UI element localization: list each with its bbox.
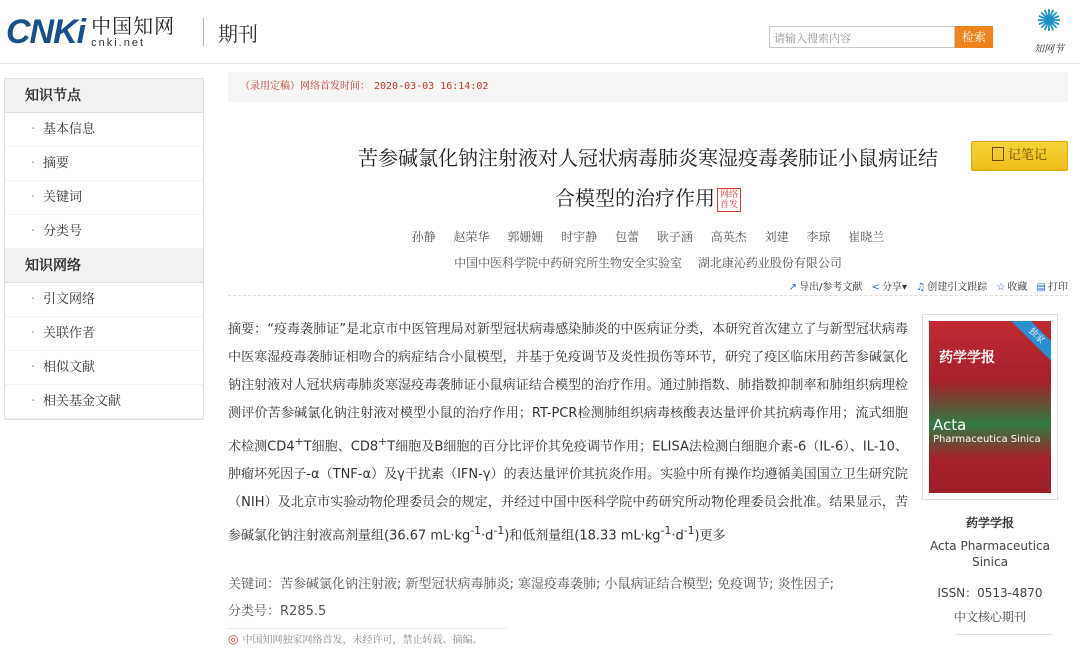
- sidebar-item-basic-info[interactable]: · 基本信息: [5, 113, 203, 147]
- org-link[interactable]: 中国中医科学院中药研究所生物安全实验室: [454, 256, 683, 270]
- abstract: 摘要：“疫毒袭肺证”是北京市中医管理局对新型冠状病毒感染肺炎的中医病证分类，本研究首次建立了与新型冠状病毒中医寒湿疫毒袭肺证相吻合的病症结合小鼠模型，并基于免疫调节及炎性损伤等环节，研究了疫区临床用药苦参碱氯化钠注射液对人冠状病毒肺炎寒湿疫毒袭肺证小鼠病证结合模型的治疗作用。通过肺指数、肺指数抑制率和肺组织病理检测评价苦参碱氯化钠注射液对模型小鼠的治疗作用；RT-PCR检测肺组织病毒核酸表达量评价其抗病毒作用；流式细胞术检测CD4+T细胞、CD8+T细胞及B细胞的百分比评价其免疫调节作用；ELISA法检测白细胞介素-6（IL-6）、IL-10、肿瘤坏死因子-α（TNF-α）及γ干扰素（IFN-γ）的表达量评价其抗炎作用。实验中所有操作均遵循美国国立卫生研究院（NIH）及北京市实验动物伦理委员会的规定，并经过中国中医科学院中药研究所动物伦理委员会批准。结果显示，苦参碱氯化钠注射液高剂量组(36.67 $mL\cdot kg^{-1}\cdot d^{-1}$)和低剂量组(18.33 $mL\cdot kg^{-1}\cdot d^{-1}$)更多: [228, 322, 909, 544]
- favorite-label: 收藏: [1007, 282, 1028, 293]
- print-button[interactable]: [1037, 282, 1068, 293]
- journal-core-label: 中文核心期刊: [953, 610, 1026, 624]
- export-icon: ↗: [788, 282, 798, 293]
- sidebar: [4, 78, 204, 420]
- author-list: [228, 228, 1068, 245]
- abstract-sup: +: [378, 435, 388, 448]
- abstract-label: 摘要：: [228, 322, 268, 337]
- bell-icon: ♫: [916, 282, 926, 293]
- chevron-down-icon: ▾: [902, 282, 908, 293]
- classification-number: [228, 599, 326, 625]
- zhiwangjie-icon: ✺: [1036, 4, 1062, 39]
- author-link[interactable]: 赵荣华: [453, 230, 490, 244]
- abstract-text: ·d: [671, 528, 684, 544]
- sidebar-item-citation-network[interactable]: · 引文网络: [5, 283, 203, 317]
- take-note-label: 记笔记: [1007, 148, 1047, 163]
- journal-divider: [956, 634, 1052, 635]
- author-link[interactable]: 时宇静: [561, 230, 598, 244]
- copyright-note: [228, 628, 508, 646]
- sidebar-item-abstract[interactable]: · 摘要: [5, 147, 203, 181]
- badge-line-2: 首发: [719, 199, 738, 210]
- export-label: 导出/参考文献: [799, 282, 863, 293]
- logo-domain: cnki.net: [91, 37, 146, 49]
- share-button[interactable]: [872, 282, 907, 293]
- star-icon: ☆: [996, 282, 1006, 293]
- citation-track-label: 创建引文跟踪: [927, 282, 988, 293]
- more-link[interactable]: 更多: [699, 528, 726, 544]
- article-title: [228, 138, 1068, 218]
- abstract-sup: -1: [470, 524, 482, 538]
- abstract-text: T细胞及B细胞的百分比评价其免疫调节作用；ELISA法检测白细胞介素-6（IL-6）、IL-10、肿瘤坏死因子-α（TNF-α）及γ干扰素（IFN-γ）的表达量评价其抗炎作用。实验中所有操作均遵循美国国立卫生研究院（NIH）及北京市实验动物伦理委员会的规定，并经过中国中医科学院中药研究所动物伦理委员会批准。结果显示，苦参碱氯化钠注射液高剂量组(36.67 mL·kg: [228, 439, 909, 544]
- cover-title-en: [933, 416, 1041, 446]
- title-line-1: 苦参碱氯化钠注射液对人冠状病毒肺炎寒湿疫毒袭肺证小鼠病证结: [358, 146, 938, 170]
- logo-cn-block: [91, 15, 175, 49]
- sidebar-group-knowledge-network: 知识网络: [5, 249, 203, 283]
- share-icon: <: [871, 282, 881, 293]
- organization-list: [228, 254, 1068, 271]
- header-divider: [203, 18, 204, 46]
- cover-en-line-1: Acta: [933, 416, 967, 434]
- class-label: 分类号：: [228, 604, 281, 619]
- class-value: R285.5: [280, 604, 327, 619]
- org-link[interactable]: 湖北康沁药业股份有限公司: [697, 256, 842, 270]
- zhiwangjie-logo[interactable]: [1026, 4, 1072, 60]
- copyright-text: 中国知网独家网络首发，未经许可，禁止转载、摘编。: [242, 635, 483, 646]
- author-link[interactable]: 耿子涵: [656, 230, 693, 244]
- abstract-text: “疫毒袭肺证”是北京市中医管理局对新型冠状病毒感染肺炎的中医病证分类，本研究首次建立了与新型冠状病毒中医寒湿疫毒袭肺证相吻合的病症结合小鼠模型，并基于免疫调节及炎性损伤等环节，研究了疫区临床用药苦参碱氯化钠注射液对人冠状病毒肺炎寒湿疫毒袭肺证小鼠病证结合模型的治疗作用。通过肺指数、肺指数抑制率和肺组织病理检测评价苦参碱氯化钠注射液对模型小鼠的治疗作用；RT-PCR检测肺组织病毒核酸表达量评价其抗病毒作用；流式细胞术检测CD4: [228, 322, 908, 455]
- author-link[interactable]: 崔晓兰: [848, 230, 885, 244]
- abstract-text: T细胞、CD8: [303, 439, 379, 455]
- abstract-sup: -1: [660, 524, 672, 538]
- notebook-icon: [992, 147, 1004, 161]
- notice-time: 2020-03-03 16:14:02: [374, 81, 489, 92]
- abstract-text: ·d: [481, 528, 494, 544]
- sidebar-item-classification[interactable]: · 分类号: [5, 215, 203, 249]
- print-label: 打印: [1048, 282, 1068, 293]
- author-link[interactable]: 高英杰: [710, 230, 747, 244]
- exclusive-ribbon: 独家: [1006, 321, 1051, 366]
- keywords-list[interactable]: 苦参碱氯化钠注射液; 新型冠状病毒肺炎; 寒湿疫毒袭肺; 小鼠病证结合模型; 免疫调节; 炎性因子;: [280, 577, 834, 592]
- warning-icon: ◎: [228, 632, 239, 646]
- logo-latin: CNKi: [6, 12, 86, 51]
- cover-image: [929, 321, 1051, 493]
- notice-label-text: （录用定稿）网络首发时间：: [240, 81, 370, 92]
- sidebar-item-related-authors[interactable]: · 关联作者: [5, 317, 203, 351]
- title-line-2: 合模型的治疗作用: [554, 186, 715, 210]
- cover-title-cn: 药学学报: [939, 350, 995, 366]
- author-link[interactable]: 李琼: [806, 230, 831, 244]
- article-toolbar: [228, 278, 1068, 296]
- online-first-notice: [228, 72, 1068, 102]
- abstract-sup: -1: [493, 524, 505, 538]
- keywords: [228, 572, 908, 598]
- search-input[interactable]: 请输入搜索内容: [769, 26, 955, 48]
- abstract-text: )和低剂量组(18.33 mL·kg: [504, 528, 661, 544]
- section-title[interactable]: 期刊: [218, 22, 258, 46]
- cnki-logo[interactable]: [6, 12, 175, 52]
- zhiwangjie-label: 知网节: [1034, 44, 1064, 55]
- favorite-button[interactable]: [996, 282, 1027, 293]
- author-link[interactable]: 包蕾: [615, 230, 640, 244]
- journal-cover[interactable]: [922, 314, 1058, 500]
- export-button[interactable]: [789, 282, 863, 293]
- header: [0, 0, 1080, 64]
- author-link[interactable]: 孙静: [411, 230, 436, 244]
- journal-name-en: Acta Pharmaceutica Sinica: [929, 539, 1050, 569]
- citation-track-button[interactable]: [916, 282, 987, 293]
- keywords-label: 关键词：: [228, 577, 281, 592]
- sidebar-item-similar-docs[interactable]: · 相似文献: [5, 351, 203, 385]
- printer-icon: ▤: [1036, 282, 1046, 293]
- abstract-sup: -1: [683, 524, 695, 538]
- journal-issn: ISSN：0513-4870: [937, 586, 1043, 600]
- badge-line-1: 网络: [719, 189, 738, 200]
- journal-name[interactable]: 药学学报: [965, 516, 1014, 530]
- sidebar-item-fund-docs[interactable]: · 相关基金文献: [5, 385, 203, 419]
- abstract-sup: +: [294, 435, 304, 448]
- cover-en-line-2: Pharmaceutica Sinica: [933, 434, 1041, 445]
- sidebar-item-keywords[interactable]: · 关键词: [5, 181, 203, 215]
- author-link[interactable]: 郭姗姗: [507, 230, 544, 244]
- logo-cn-text: 中国知网: [91, 14, 176, 38]
- search-button[interactable]: 检索: [955, 26, 993, 48]
- author-link[interactable]: 刘建: [764, 230, 789, 244]
- sidebar-group-knowledge-node: 知识节点: [5, 79, 203, 113]
- share-label: 分享: [882, 282, 903, 293]
- online-first-badge: [717, 188, 741, 212]
- take-note-button[interactable]: [971, 141, 1068, 171]
